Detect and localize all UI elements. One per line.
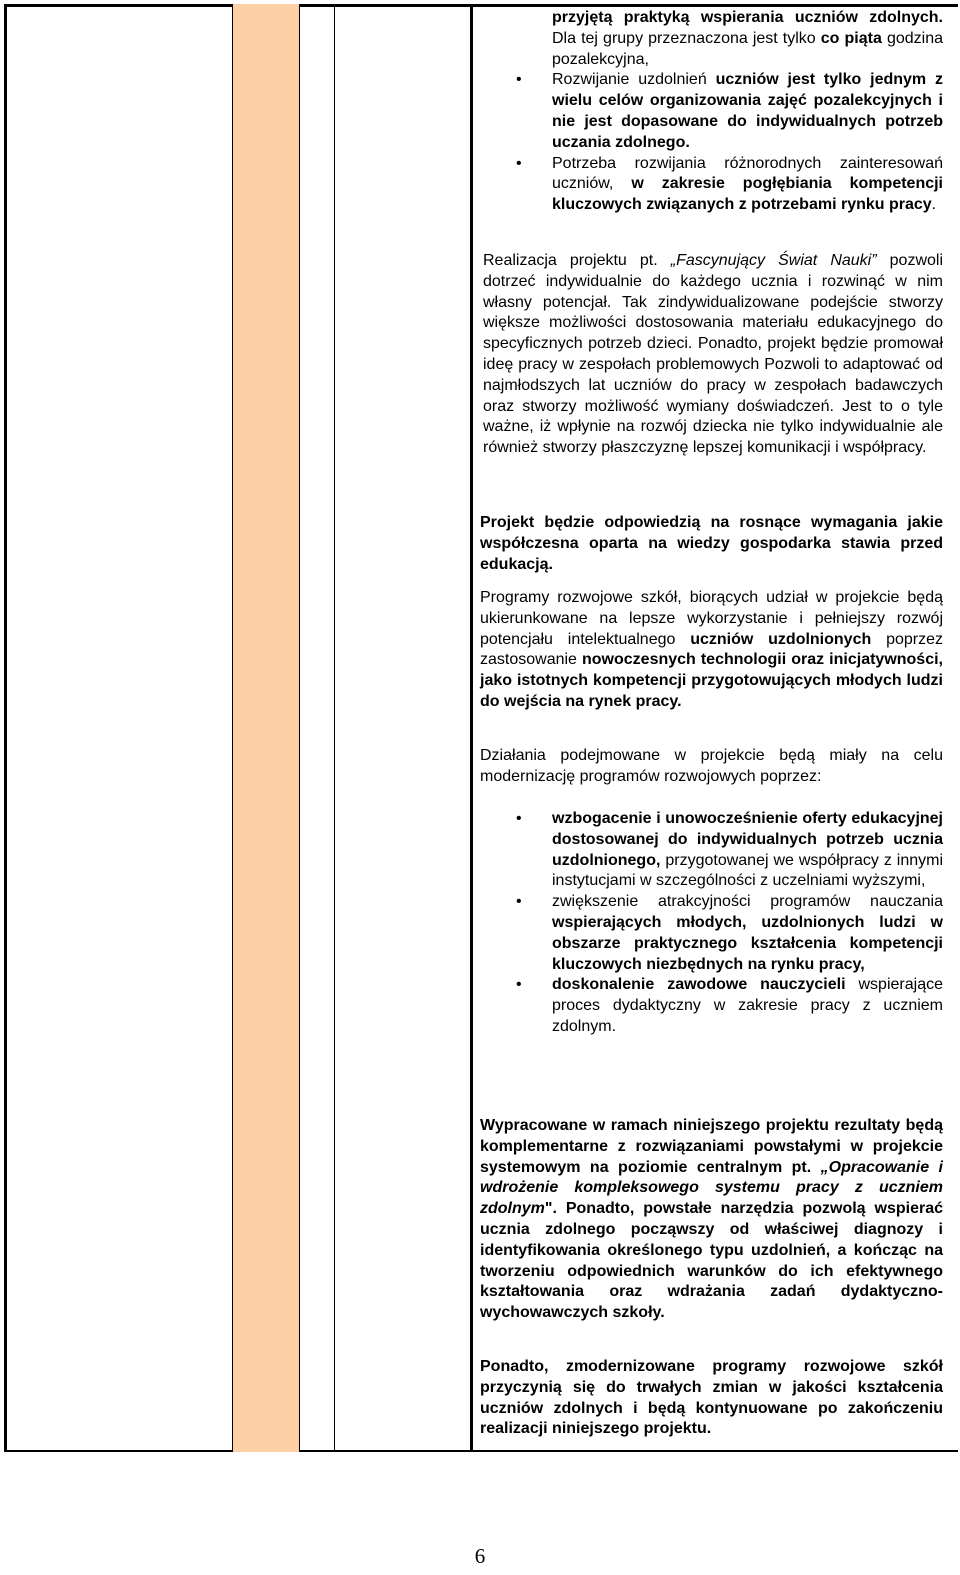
column-divider (334, 4, 335, 1452)
content-top-border (470, 4, 958, 7)
bullet-list-1 (480, 8, 943, 216)
paragraph-odpowiedz: Projekt będzie odpowiedzią na rosnące wymagania jakie współczesna oparta na wiedzy gospodarka stawia przed edukacją. (480, 514, 943, 573)
list-item: • Potrzeba rozwijania różnorodnych zainteresowań uczniów, w zakresie pogłębiania kompetencji kluczowych związanych z potrzebami rynku pracy. (480, 154, 943, 216)
bullet-list-2 (480, 809, 943, 1038)
list-item: • wzbogacenie i unowocześnienie oferty edukacyjnej dostosowanej do indywidualnych potrzeb ucznia uzdolnionego, przygotowanej we współpracy z innymi instytucjami w szczególności z uczelniami wyższymi, (480, 809, 943, 892)
column-divider (299, 4, 300, 1452)
list-item: przyjętą praktyką wspierania uczniów zdolnych. Dla tej grupy przeznaczona jest tylko co piąta godzina pozalekcyjna, (552, 9, 943, 68)
paragraph-programy: Programy rozwojowe szkół, biorących udział w projekcie będą ukierunkowane na lepsze wykorzystanie i pełniejszy rozwój potencjału intelektualnego uczniów uzdolnionych poprzez zastosowanie nowoczesnych technologii oraz inicjatywności, jako istotnych kompetencji przygotowujących młodych ludzi do wejścia na rynek pracy. (480, 589, 943, 710)
list-item: • Rozwijanie uzdolnień uczniów jest tylko jednym z wielu celów organizowania zajęć pozalekcyjnych i nie jest dopasowane do indywidualnych potrzeb uczania zdolnego. (480, 70, 943, 153)
list-item: • doskonalenie zawodowe nauczycieli wspierające proces dydaktyczny w zakresie pracy z uczniem zdolnym. (480, 975, 943, 1037)
paragraph-dzialania: Działania podejmowane w projekcie będą miały na celu modernizację programów rozwojowych poprzez: (480, 747, 943, 785)
list-item: • zwiększenie atrakcyjności programów nauczania wspierających młodych, uzdolnionych ludzi w obszarze praktycznego kształcenia kompetencji kluczowych niezbędnych na rynku pracy, (480, 892, 943, 975)
highlight-column (233, 4, 299, 1452)
paragraph-wypracowane: Wypracowane w ramach niniejszego projektu rezultaty będą komplementarne z rozwiązaniami powstałymi w projekcie systemowym na poziomie centralnym pt. „Opracowanie i wdrożenie kompleksowego systemu pracy z uczniem zdolnym". Ponadto, powstałe narzędzia pozwolą wspierać ucznia zdolnego począwszy od właściwej diagnozy i identyfikowania określonego typu uzdolnień, a kończąc na tworzeniu odpowiednich warunków do ich efektywnego kształtowania oraz wdrażania zadań dydaktyczno-wychowawczych szkoły. (480, 1117, 944, 1322)
page-number: 6 (474, 1544, 486, 1568)
paragraph-realizacja: Realizacja projektu pt. „Fascynujący Świat Nauki” pozwoli dotrzeć indywidualnie do każdego ucznia i rozwinąć w nim własny potencjał. Tak zindywidualizowane podejście stworzy większe możliwości dostosowania materiału edukacyjnego do specyficznych potrzeb dzieci. Ponadto, projekt będzie promował ideę pracy w zespołach problemowych Pozwoli to adaptować od najmłodszych lat uczniów do pracy w zespołach badawczych oraz stworzy możliwość wymiany doświadczeń. Jest to o tyle ważne, iż wpłynie na rozwój dziecka nie tylko indywidualnie ale również stworzy płaszczyznę lepszej komunikacji i współpracy. (483, 252, 944, 457)
paragraph-ponadto: Ponadto, zmodernizowane programy rozwojowe szkół przyczynią się do trwałych zmian w jakości kształcenia uczniów zdolnych i będą kontynuowane po zakończeniu realizacji niniejszego projektu. (480, 1358, 943, 1438)
